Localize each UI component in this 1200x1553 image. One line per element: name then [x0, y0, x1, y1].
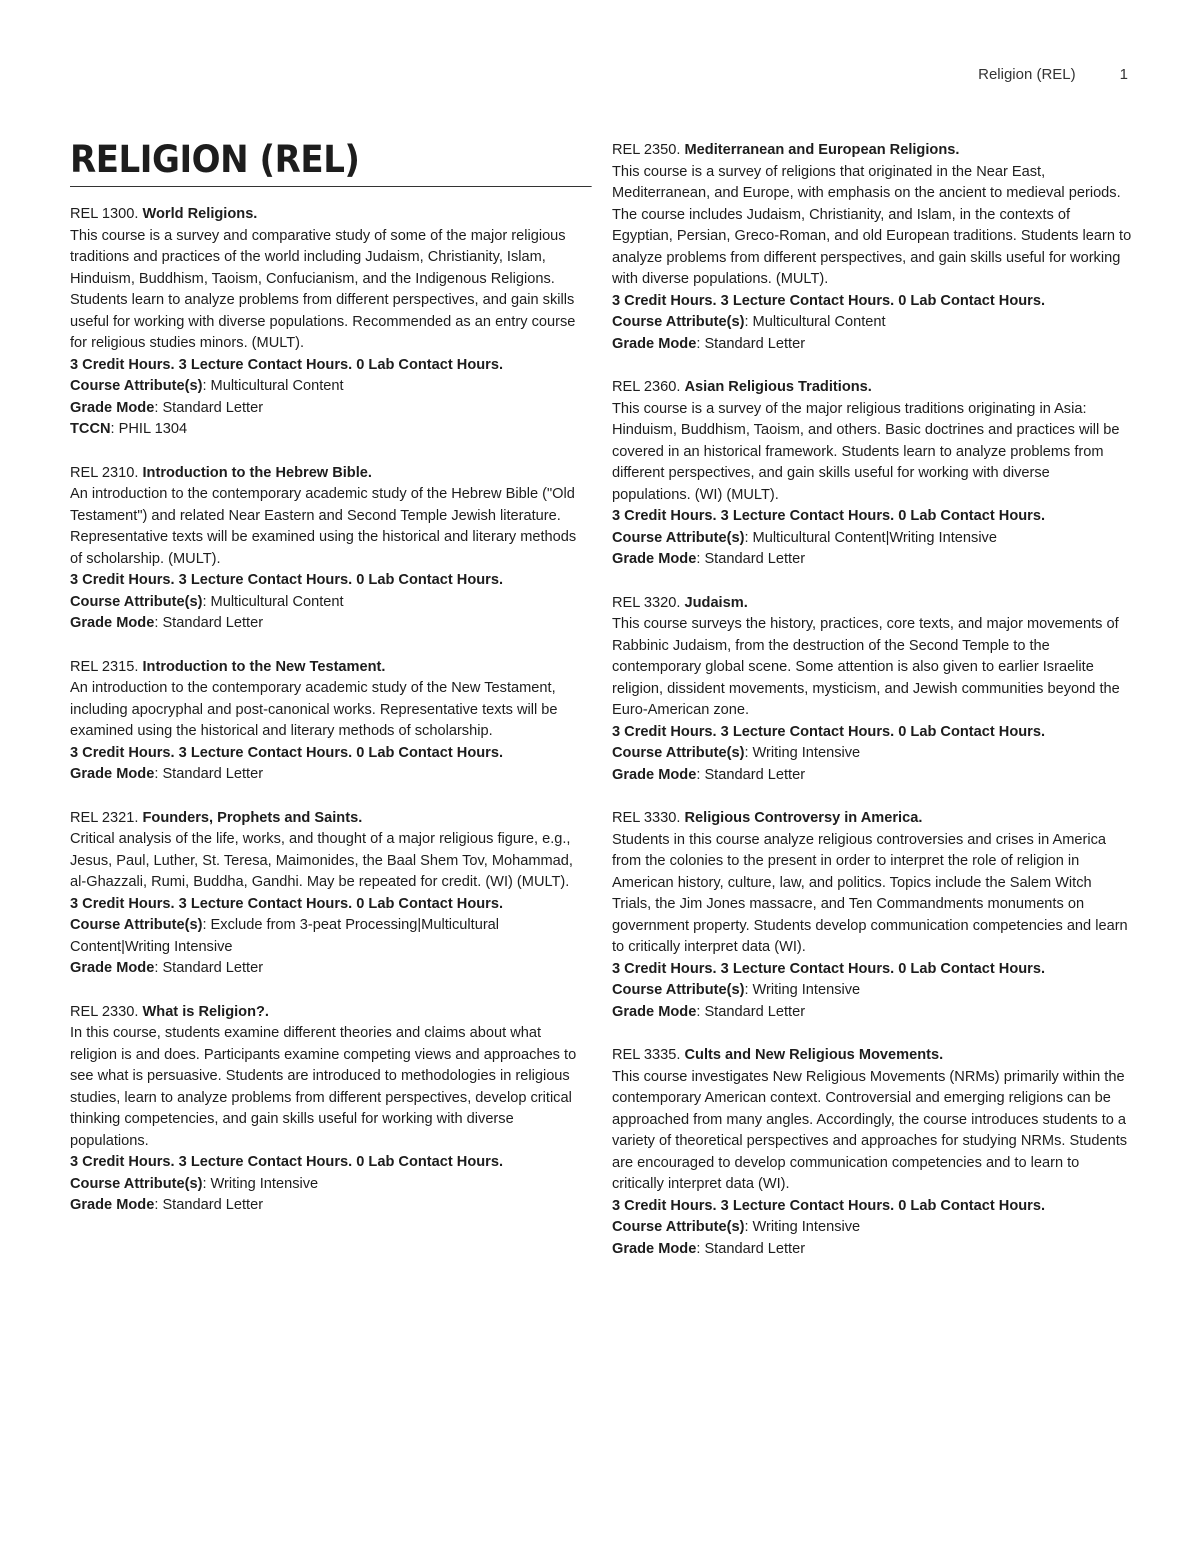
course-hours: 3 Credit Hours. 3 Lecture Contact Hours. 0 Lab Contact Hours.: [612, 960, 1046, 977]
course-name: Mediterranean and European Religions.: [684, 142, 960, 158]
course-title: [70, 204, 592, 226]
course-description: In this course, students examine different theories and claims about what religion is and does. Participants examine competing views and approaches to see what is persuasive. Students are introduced to methodologies in religious studies, learn to analyze problems from different perspectives, develop critical thinking competencies, and gain skills useful for working with diverse populations.: [70, 1025, 577, 1149]
course-name: Judaism.: [684, 594, 748, 611]
course-name: Introduction to the New Testament.: [142, 658, 386, 675]
running-title: Religion (REL): [978, 66, 1076, 83]
course-hours: 3 Credit Hours. 3 Lecture Contact Hours. 0 Lab Contact Hours.: [70, 744, 504, 761]
grade-mode-label: Grade Mode: [612, 1240, 697, 1257]
course-name: World Religions.: [142, 206, 258, 222]
course-attributes: Course Attribute(s): Writing Intensive: [612, 745, 861, 761]
course-code: REL 2321.: [70, 809, 139, 826]
course-title: [612, 377, 1132, 399]
course-hours: 3 Credit Hours. 3 Lecture Contact Hours. 0 Lab Contact Hours.: [70, 1154, 504, 1170]
grade-mode-label: Grade Mode: [70, 615, 155, 631]
course-code: REL 2350.: [612, 142, 681, 158]
grade-mode: Grade Mode: Standard Letter: [612, 766, 806, 783]
course-hours: 3 Credit Hours. 3 Lecture Contact Hours. 0 Lab Contact Hours.: [612, 723, 1046, 740]
page-number: 1: [1119, 66, 1128, 83]
course-list-left: [70, 204, 592, 1217]
course-attributes: Course Attribute(s): Multicultural Content: [612, 314, 886, 330]
course-entry: [70, 463, 592, 635]
grade-mode-value: Standard Letter: [162, 399, 264, 416]
grade-mode-label: Grade Mode: [70, 766, 155, 782]
grade-mode: Grade Mode: Standard Letter: [70, 615, 264, 631]
course-title: [612, 808, 1132, 830]
course-entry: [70, 204, 592, 441]
grade-mode-value: Standard Letter: [704, 335, 806, 352]
course-attributes: Course Attribute(s): Exclude from 3-peat Processing|Multicultural Content|Writing Intensive: [70, 917, 500, 955]
course-attributes: Course Attribute(s): Writing Intensive: [612, 982, 861, 998]
course-name: Cults and New Religious Movements.: [684, 1047, 944, 1063]
course-code: REL 2315.: [70, 658, 139, 675]
grade-mode-value: Standard Letter: [162, 1197, 264, 1213]
course-attributes-label: Course Attribute(s): [612, 982, 745, 998]
course-attributes-value: Exclude from 3-peat Processing|Multicultural Content|Writing Intensive: [70, 917, 500, 955]
course-entry: [70, 1002, 592, 1217]
course-attributes: Course Attribute(s): Multicultural Content: [70, 378, 344, 394]
course-code: REL 2310.: [70, 464, 139, 481]
grade-mode: Grade Mode: Standard Letter: [70, 399, 264, 416]
grade-mode: Grade Mode: Standard Letter: [70, 766, 264, 782]
grade-mode-value: Standard Letter: [162, 960, 264, 976]
course-attributes-value: Writing Intensive: [210, 1175, 319, 1192]
course-title: [612, 593, 1132, 615]
course-hours: 3 Credit Hours. 3 Lecture Contact Hours. 0 Lab Contact Hours.: [70, 356, 504, 373]
course-description: An introduction to the contemporary academic study of the Hebrew Bible ("Old Testament") and related Near Eastern and Second Temple Jewish literature. Representative texts will be examined using the historical and literary methods of scholarship. (MULT).: [70, 486, 577, 567]
course-attributes-value: Writing Intensive: [752, 745, 861, 761]
course-entry: [70, 808, 592, 980]
grade-mode-label: Grade Mode: [612, 766, 697, 783]
grade-mode: Grade Mode: Standard Letter: [70, 960, 264, 976]
course-hours: 3 Credit Hours. 3 Lecture Contact Hours. 0 Lab Contact Hours.: [612, 508, 1046, 524]
course-attributes: Course Attribute(s): Multicultural Content|Writing Intensive: [612, 529, 997, 546]
course-hours: 3 Credit Hours. 3 Lecture Contact Hours. 0 Lab Contact Hours.: [612, 1197, 1046, 1214]
course-title: [612, 1045, 1132, 1067]
course-name: Asian Religious Traditions.: [684, 379, 872, 395]
course-attributes-value: Multicultural Content: [210, 378, 344, 394]
grade-mode: Grade Mode: Standard Letter: [70, 1197, 264, 1213]
course-attributes-value: Writing Intensive: [752, 1219, 861, 1235]
course-attributes: Course Attribute(s): Writing Intensive: [70, 1175, 319, 1192]
course-attributes-value: Writing Intensive: [752, 982, 861, 998]
course-entry: [70, 657, 592, 786]
grade-mode: Grade Mode: Standard Letter: [612, 551, 806, 567]
course-attributes-label: Course Attribute(s): [612, 745, 745, 761]
page-title: RELIGION (REL): [70, 138, 592, 187]
course-code: REL 3320.: [612, 594, 681, 611]
course-attributes-label: Course Attribute(s): [70, 593, 203, 610]
course-attributes-value: Multicultural Content: [752, 314, 886, 330]
grade-mode-value: Standard Letter: [704, 766, 806, 783]
course-attributes-value: Multicultural Content|Writing Intensive: [752, 529, 997, 546]
course-description: Students in this course analyze religious controversies and crises in America from the colonies to the present in order to interpret the role of religion in American history, culture, law, and politics. Topics include the Salem Witch Trials, the Jim Jones massacre, and Ten Commandments monuments on government property. Students develop communication competencies and learn to critically interpret data (WI).: [612, 831, 1128, 955]
grade-mode-value: Standard Letter: [704, 1003, 806, 1020]
course-attributes-label: Course Attribute(s): [612, 1219, 745, 1235]
course-code: REL 3335.: [612, 1047, 681, 1063]
grade-mode-value: Standard Letter: [704, 1240, 806, 1257]
right-column: [612, 140, 1132, 1282]
course-title: [70, 463, 592, 485]
grade-mode-label: Grade Mode: [612, 335, 697, 352]
tccn: TCCN: PHIL 1304: [70, 421, 188, 437]
course-description: Critical analysis of the life, works, and thought of a major religious figure, e.g., Jesus, Paul, Luther, St. Teresa, Maimonides, the Baal Shem Tov, Mohammad, al-Ghazzali, Rumi, Buddha, Gandhi. May be repeated for credit. (WI) (MULT).: [70, 831, 573, 890]
course-hours: 3 Credit Hours. 3 Lecture Contact Hours. 0 Lab Contact Hours.: [612, 292, 1046, 309]
course-attributes-label: Course Attribute(s): [70, 378, 203, 394]
course-entry: [612, 808, 1132, 1023]
course-title: [70, 808, 592, 830]
course-code: REL 1300.: [70, 206, 139, 222]
course-description: This course investigates New Religious Movements (NRMs) primarily within the contemporary American context. Controversial and emerging religions can be approached from many angles. Accordingly, the course introduces students to a variety of theoretical perspectives and approaches for studying NRMs. Students are encouraged to develop communication competencies and to learn to critically interpret data (WI).: [612, 1068, 1128, 1192]
course-hours: 3 Credit Hours. 3 Lecture Contact Hours. 0 Lab Contact Hours.: [70, 895, 504, 912]
grade-mode: Grade Mode: Standard Letter: [612, 335, 806, 352]
course-attributes: Course Attribute(s): Multicultural Content: [70, 593, 344, 610]
grade-mode: Grade Mode: Standard Letter: [612, 1003, 806, 1020]
grade-mode-label: Grade Mode: [70, 1197, 155, 1213]
grade-mode-value: Standard Letter: [162, 766, 264, 782]
course-title: [612, 140, 1132, 162]
course-attributes-label: Course Attribute(s): [70, 917, 203, 933]
course-description: This course surveys the history, practices, core texts, and major movements of Rabbinic Judaism, from the destruction of the Second Temple to the contemporary global scene. Some attention is also given to earlier Israelite religion, dissident movements, mysticism, and Jewish communities beyond the Euro-American zone.: [612, 616, 1120, 718]
course-name: Religious Controversy in America.: [684, 810, 923, 826]
course-title: [70, 657, 592, 679]
tccn-value: PHIL 1304: [118, 421, 188, 437]
course-attributes-label: Course Attribute(s): [612, 529, 745, 546]
course-title: [70, 1002, 592, 1024]
course-description: This course is a survey and comparative study of some of the major religious traditions and practices of the world including Judaism, Christianity, Islam, Hinduism, Buddhism, Taoism, Confucianism, and the Indigenous Religions. Students learn to analyze problems from different perspectives, and gain skills useful for working with diverse populations. Recommended as an entry course for religious studies minors. (MULT).: [70, 227, 576, 351]
grade-mode-value: Standard Letter: [162, 615, 264, 631]
grade-mode-label: Grade Mode: [70, 960, 155, 976]
course-name: What is Religion?.: [142, 1003, 269, 1020]
course-entry: [612, 377, 1132, 571]
course-name: Introduction to the Hebrew Bible.: [142, 464, 372, 481]
grade-mode-label: Grade Mode: [612, 551, 697, 567]
course-description: This course is a survey of the major religious traditions originating in Asia: Hinduism, Buddhism, Taoism, and others. Basic doctrines and practices will be covered in an historical framework. Students learn to analyze problems from different perspectives, and gain skills useful for working with diverse populations. (WI) (MULT).: [612, 400, 1120, 503]
grade-mode-label: Grade Mode: [612, 1003, 697, 1020]
tccn-label: TCCN: [70, 421, 111, 437]
course-code: REL 3330.: [612, 810, 681, 826]
course-hours: 3 Credit Hours. 3 Lecture Contact Hours. 0 Lab Contact Hours.: [70, 572, 504, 588]
course-code: REL 2360.: [612, 379, 681, 395]
grade-mode-label: Grade Mode: [70, 399, 155, 416]
course-attributes-label: Course Attribute(s): [70, 1175, 203, 1192]
left-column: [70, 138, 592, 1239]
course-attributes-label: Course Attribute(s): [612, 314, 745, 330]
running-header: [978, 66, 1128, 83]
course-entry: [612, 593, 1132, 787]
course-attributes: Course Attribute(s): Writing Intensive: [612, 1219, 861, 1235]
grade-mode: Grade Mode: Standard Letter: [612, 1240, 806, 1257]
grade-mode-value: Standard Letter: [704, 551, 806, 567]
course-entry: [612, 140, 1132, 355]
course-name: Founders, Prophets and Saints.: [142, 809, 363, 826]
course-description: An introduction to the contemporary academic study of the New Testament, including apocryphal and post-canonical works. Representative texts will be examined using the historical and literary methods of scholarship.: [70, 680, 558, 739]
course-code: REL 2330.: [70, 1003, 139, 1020]
course-entry: [612, 1045, 1132, 1260]
course-description: This course is a survey of religions that originated in the Near East, Mediterranean, and Europe, with emphasis on the ancient to medieval periods. The course includes Judaism, Christianity, and Islam, in the contexts of Egyptian, Persian, Greco-Roman, and old European traditions. Students learn to analyze problems from different perspectives, and gain skills useful for working with diverse populations. (MULT).: [612, 163, 1132, 287]
course-attributes-value: Multicultural Content: [210, 593, 344, 610]
